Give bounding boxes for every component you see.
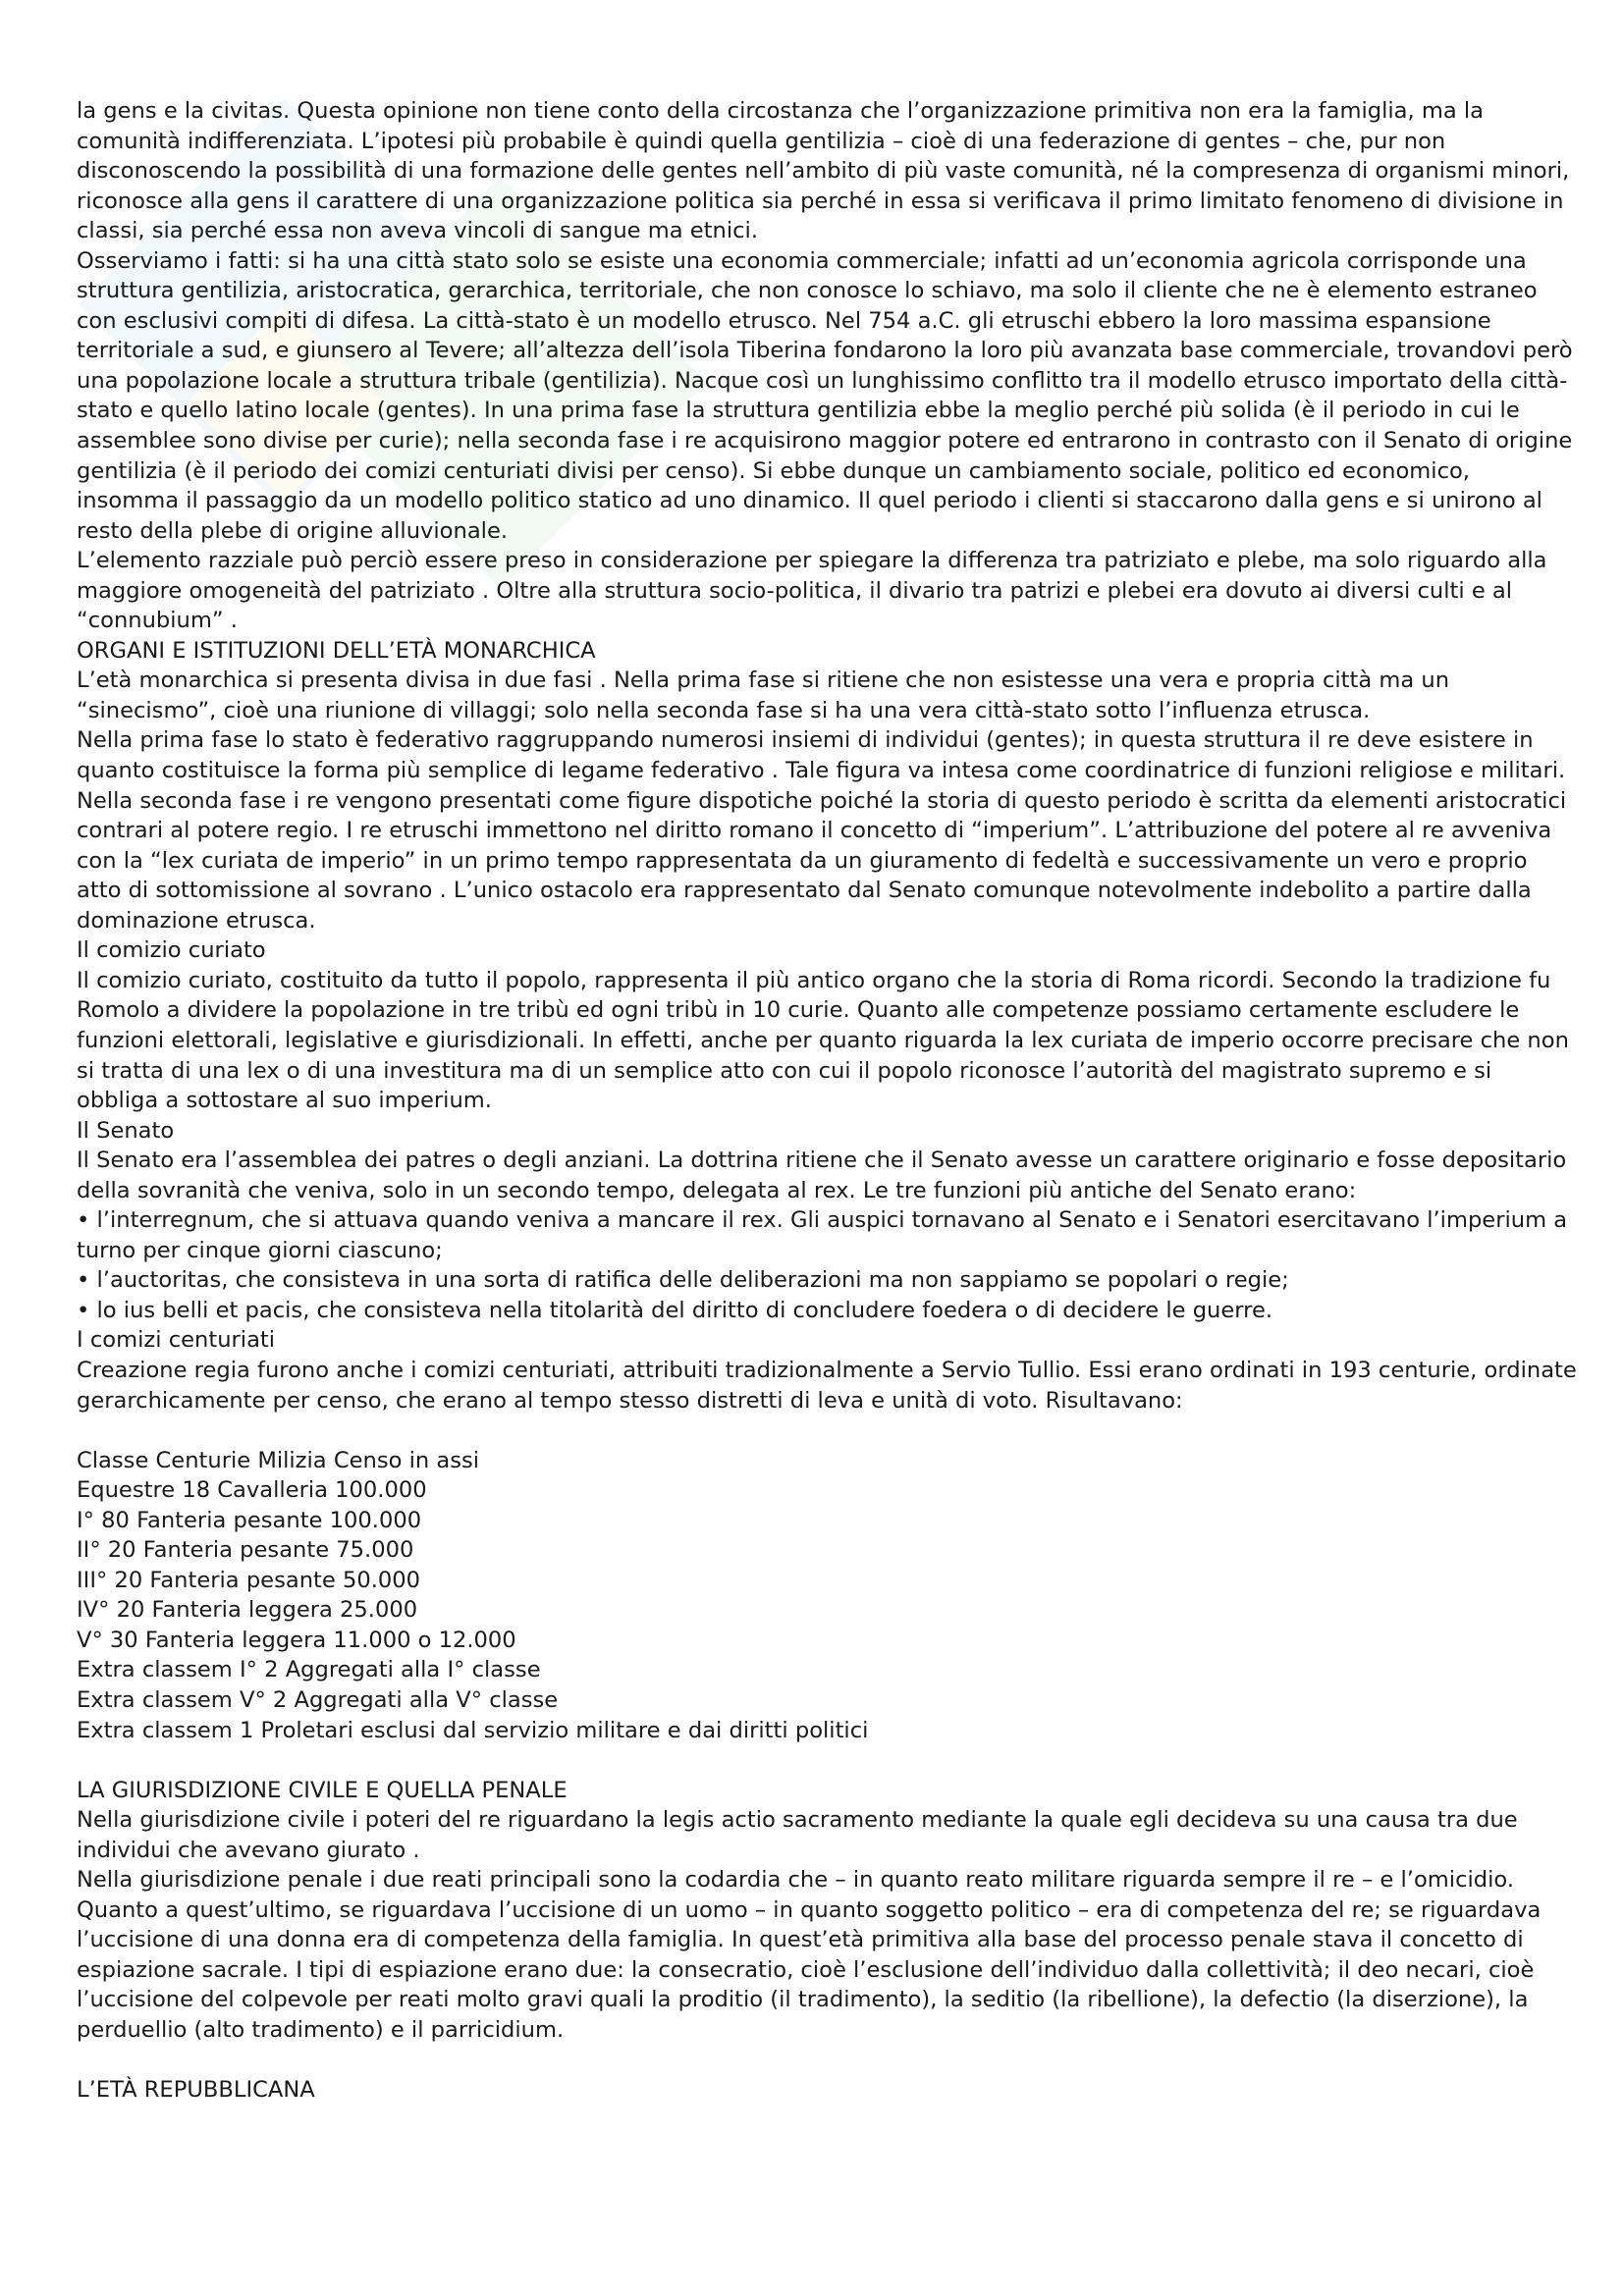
table-row-line: Extra classem V° 2 Aggregati alla V° classe (77, 1686, 559, 1713)
table-row-line: Equestre 18 Cavalleria 100.000 (77, 1477, 427, 1504)
bullet-item: • lo ius belli et pacis, che consisteva nella titolarità del diritto di concludere foedera o di decidere le guerre. (77, 1297, 1273, 1323)
paragraph: Nella giurisdizione civile i poteri del re riguardano la legis actio sacramento mediante la quale egli decideva su una causa tra due individui che avevano giurato . (77, 1807, 1518, 1863)
table-row-line: Extra classem I° 2 Aggregati alla I° classe (77, 1657, 541, 1683)
paragraph: Nella giurisdizione penale i due reati principali sono la codardia che – in quanto reato militare riguarda sempre il re – e l’omicidio. Quanto a quest’ultimo, se riguardava l’uccisione di un uomo – in quanto soggetto politico – era di competenza del re; se riguardava l’uccisione di una donna era di competenza della famiglia. In quest’età primitiva alla base del processo penale stava il concetto di espiazione sacrale. I tipi di espiazione erano due: la consecratio, cioè l’esclusione dell’individuo dalla collettività; il deo necari, cioè l’uccisione del colpevole per reati molto gravi quali la proditio (il tradimento), la seditio (la ribellione), la defectio (la diserzione), la perduellio (alto tradimento) e il parricidium. (77, 1867, 1542, 2043)
paragraph: Il comizio curiato, costituito da tutto il popolo, rappresenta il più antico organo che la storia di Roma ricordi. Secondo la tradizione fu Romolo a dividere la popolazione in tre tribù ed ogni tribù in 10 curie. Quanto alle competenze possiamo certamente escludere le funzioni elettorali, legislative e giurisdizionali. In effetti, anche per quanto riguarda la lex curiata de imperio occorre precisare che non si tratta di una lex o di una investitura ma di un semplice atto con cui il popolo riconosce l’autorità del magistrato supremo e si obbliga a sottostare al suo imperium. (77, 967, 1569, 1114)
section-heading-repubblicana: L’ETÀ REPUBBLICANA (77, 2077, 315, 2104)
subheading-senato: Il Senato (77, 1117, 175, 1144)
table-row-line: I° 80 Fanteria pesante 100.000 (77, 1507, 422, 1533)
subheading-comizio-curiato: Il comizio curiato (77, 937, 266, 964)
table-row-line: II° 20 Fanteria pesante 75.000 (77, 1537, 414, 1564)
paragraph: Osserviamo i fatti: si ha una città stato solo se esiste una economia commerciale; infatti ad un’economia agricola corrisponde una struttura gentilizia, aristocratica, gerarchica, territoriale, che non conosce lo schiavo, ma solo il cliente che ne è elemento estraneo con esclusivi compiti di difesa. La città-stato è un modello etrusco. Nel 754 a.C. gli etruschi ebbero la loro massima espansione territoriale a sud, e giunsero al Tevere; all’altezza dell’isola Tiberina fondarono la loro più avanzata base commerciale, trovandovi però una popolazione locale a struttura tribale (gentilizia). Nacque così un lunghissimo conflitto tra il modello etrusco importato della città-stato e quello latino locale (gentes). In una prima fase la struttura gentilizia ebbe la meglio perché più solida (è il periodo in cui le assemblee sono divise per curie); nella seconda fase i re acquisirono maggior potere ed entrarono in contrasto con il Senato di origine gentilizia (è il periodo dei comizi centuriati divisi per censo). Si ebbe dunque un cambiamento sociale, politico ed economico, insomma il passaggio da un modello politico statico ad uno dinamico. Il quel periodo i clienti si staccarono dalla gens e si unirono al resto della plebe di origine alluvionale. (77, 247, 1573, 544)
table-row-line: V° 30 Fanteria leggera 11.000 o 12.000 (77, 1627, 516, 1653)
paragraph: Creazione regia furono anche i comizi centuriati, attribuiti tradizionalmente a Servio Tullio. Essi erano ordinati in 193 centurie, ordinate gerarchicamente per censo, che erano al tempo stesso distretti di leva e unità di voto. Risultavano: (77, 1357, 1577, 1414)
section-heading-giurisdizione: LA GIURISDIZIONE CIVILE E QUELLA PENALE (77, 1777, 568, 1803)
bullet-item: • l’auctoritas, che consisteva in una sorta di ratifica delle deliberazioni ma non sappiamo se popolari o regie; (77, 1267, 1289, 1294)
section-heading-monarchica: ORGANI E ISTITUZIONI DELL’ETÀ MONARCHICA (77, 637, 596, 664)
bullet-item: • l’interregnum, che si attuava quando veniva a mancare il rex. Gli auspici tornavano al Senato e i Senatori esercitavano l’imperium a turno per cinque giorni ciascuno; (77, 1207, 1568, 1263)
spacer (77, 1745, 1579, 1776)
table-row-line: Extra classem 1 Proletari esclusi dal servizio militare e dai diritti politici (77, 1717, 869, 1743)
paragraph: L’età monarchica si presenta divisa in due fasi . Nella prima fase si ritiene che non esistesse una vera e propria città ma un “sinecismo”, cioè una riunione di villaggi; solo nella seconda fase si ha una vera città-stato sotto l’influenza etrusca. (77, 667, 1450, 723)
paragraph: L’elemento razziale può perciò essere preso in considerazione per spiegare la differenza tra patriziato e plebe, ma solo riguardo alla maggiore omogeneità del patriziato . Oltre alla struttura socio-politica, il divario tra patrizi e plebei era dovuto ai diversi culti e al “connubium” . (77, 548, 1547, 634)
spacer (77, 2046, 1579, 2076)
document-page (77, 96, 1579, 2106)
spacer (77, 1415, 1579, 1446)
table-header-line: Classe Centurie Milizia Censo in assi (77, 1447, 480, 1473)
table-row-line: IV° 20 Fanteria leggera 25.000 (77, 1597, 418, 1624)
paragraph: Il Senato era l’assemblea dei patres o degli anziani. La dottrina ritiene che il Senato avesse un carattere originario e fosse depositario della sovranità che veniva, solo in un secondo tempo, delegata al rex. Le tre funzioni più antiche del Senato erano: (77, 1148, 1567, 1203)
subheading-comizi-centuriati: I comizi centuriati (77, 1327, 276, 1354)
paragraph: la gens e la civitas. Questa opinione non tiene conto della circostanza che l’organizzazione primitiva non era la famiglia, ma la comunità indifferenziata. L’ipotesi più probabile è quindi quella gentilizia – cioè di una federazione di gentes – che, pur non disconoscendo la possibilità di una formazione delle gentes nell’ambito di più vaste comunità, né la compresenza di organismi minori, riconosce alla gens il carattere di una organizzazione politica sia perché in essa si verificava il primo limitato fenomeno di divisione in classi, sia perché essa non aveva vincoli di sangue ma etnici. (77, 98, 1570, 244)
paragraph: Nella seconda fase i re vengono presentati come figure dispotiche poiché la storia di questo periodo è scritta da elementi aristocratici contrari al potere regio. I re etruschi immettono nel diritto romano il concetto di “imperium”. L’attribuzione del potere al re avveniva con la “lex curiata de imperio” in un primo tempo rappresentata da un giuramento di fedeltà e successivamente un vero e proprio atto di sottomissione al sovrano . L’unico ostacolo era rappresentato dal Senato comunque notevolmente indebolito a partire dalla dominazione etrusca. (77, 787, 1567, 934)
table-row-line: III° 20 Fanteria pesante 50.000 (77, 1567, 421, 1593)
paragraph: Nella prima fase lo stato è federativo raggruppando numerosi insiemi di individui (gentes); in questa struttura il re deve esistere in quanto costituisce la forma più semplice di legame federativo . Tale figura va intesa come coordinatrice di funzioni religiose e militari. (77, 727, 1566, 784)
